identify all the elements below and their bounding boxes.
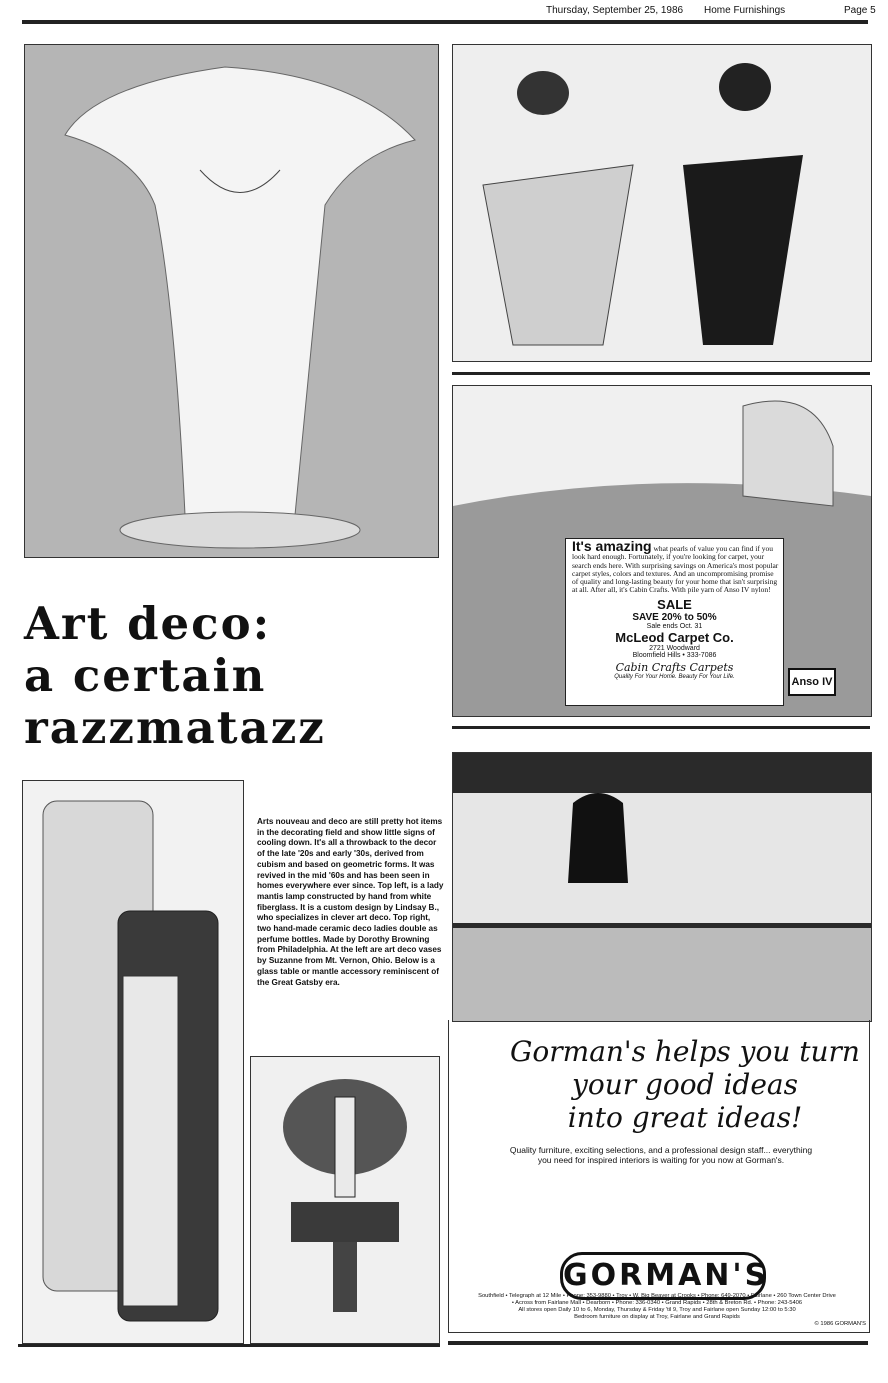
glass-table-illustration	[251, 1057, 439, 1343]
article-caption: Arts nouveau and deco are still pretty hot items in the decorating field and show little signs of cooling down. It's all a throwback to the decor of the late '20s and early '30s, derived from cubism and based on geometric forms. It was revived in the mid '60s and has been seen in homes everywhere ever since. Top left, is a lady mantis lamp constructed by hand from white fiberglass. It is a custom design by Lindsay B., who specializes in clever art deco. Top right, two hand-made ceramic deco ladies double as perfume bottles. Made by Dorothy Browning from Philadelphia. At the left are art deco vases by Suzanne from Mt. Vernon, Ohio. Below is a glass table or mantle accessory reminiscent of the Great Gatsby era.	[257, 817, 444, 987]
vases-illustration	[23, 781, 243, 1343]
header-page: Page 5	[844, 5, 876, 16]
mcleod-ad-ends: Sale ends Oct. 31	[646, 622, 703, 630]
mantis-lamp-illustration	[25, 45, 438, 557]
bottom-rule-right	[448, 1341, 868, 1345]
header-date: Thursday, September 25, 1986	[546, 5, 684, 16]
mcleod-carpet-ad	[565, 538, 784, 706]
mcleod-ad-tagline: Quality For Your Home. Beauty For Your Life.	[614, 673, 735, 680]
gormans-script-line-2: your good ideas	[572, 1068, 798, 1101]
gormans-copyright: © 1986 GORMAN'S	[814, 1321, 866, 1327]
gormans-script-headline	[510, 1035, 860, 1134]
deco-vases-photo	[22, 780, 244, 1344]
gormans-locations-line-1: Southfield • Telegraph at 12 Mile • Phone: 353-9880 • Troy • W. Big Beaver at Crooks • Phone: 649-2070 • Fairlane • 260 Town Center Drive	[478, 1293, 836, 1299]
divider-right-1	[452, 372, 870, 375]
mcleod-ad-savings: SAVE 20% to 50%	[632, 611, 717, 623]
gormans-script-line-1: Gorman's helps you turn	[510, 1035, 860, 1068]
gormans-locations	[448, 1293, 866, 1328]
anso-iv-label: Anso IV	[791, 676, 833, 688]
mcleod-ad-address: 2721 Woodward	[649, 644, 700, 652]
mcleod-ad-lead	[566, 539, 783, 595]
headline-line-3: razzmatazz	[24, 701, 326, 754]
gormans-logo: GORMAN'S	[560, 1252, 766, 1300]
gormans-copy: Quality furniture, exciting selections, and a professional design staff... everything you need for inspired interiors is waiting for you now at Gorman's.	[509, 1145, 813, 1165]
mcleod-ad-sale: SALE	[657, 596, 692, 612]
gormans-script-line-3: into great ideas!	[567, 1101, 803, 1134]
mcleod-ad-store: McLeod Carpet Co.	[615, 629, 734, 645]
mcleod-ad-brand: Cabin Crafts Carpets	[615, 660, 734, 674]
mcleod-ad-lead-bold: It's amazing	[572, 538, 652, 554]
mantis-lamp-photo	[24, 44, 439, 558]
showroom-illustration	[453, 753, 871, 1021]
mcleod-ad-lead-text: what pearls of value you can find if you look hard enough. Fortunately, if you're looking for carpet, your search ends here. With surprising savings on America's most popular carpet styles, colors and textures. And an uncompromising promise of quality and long-lasting beauty for your home that isn't surprising at all. After all, it's Cabin Crafts. With pile yarn of Anso IV nylon!	[572, 544, 779, 595]
gormans-bedroom-note: Bedroom furniture on display at Troy, Fairlane and Grand Rapids	[574, 1314, 740, 1320]
mcleod-ad-city-phone: Bloomfield Hills • 333-7086	[632, 651, 717, 659]
bottom-rule-left	[18, 1344, 440, 1347]
headline-line-1: Art deco:	[24, 597, 272, 650]
headline-line-2: a certain	[24, 649, 267, 702]
top-rule	[22, 20, 868, 24]
article-headline	[24, 598, 326, 754]
gormans-locations-line-2: • Across from Fairlane Mall • Dearborn • Phone: 336-0340 • Grand Rapids • 28th & Breton Rd. • Phone: 243-5406	[511, 1300, 803, 1306]
ceramic-ladies-photo	[452, 44, 872, 362]
ceramic-ladies-illustration	[453, 45, 871, 361]
gormans-showroom-photo	[452, 752, 872, 1022]
header-section: Home Furnishings	[704, 5, 786, 16]
divider-right-2	[452, 726, 870, 729]
anso-iv-logo	[788, 668, 836, 696]
glass-table-photo	[250, 1056, 440, 1344]
gormans-hours: All stores open Daily 10 to 6, Monday, Thursday & Friday 'til 9, Troy and Fairlane open Sunday 12:00 to 5:30	[518, 1307, 796, 1313]
